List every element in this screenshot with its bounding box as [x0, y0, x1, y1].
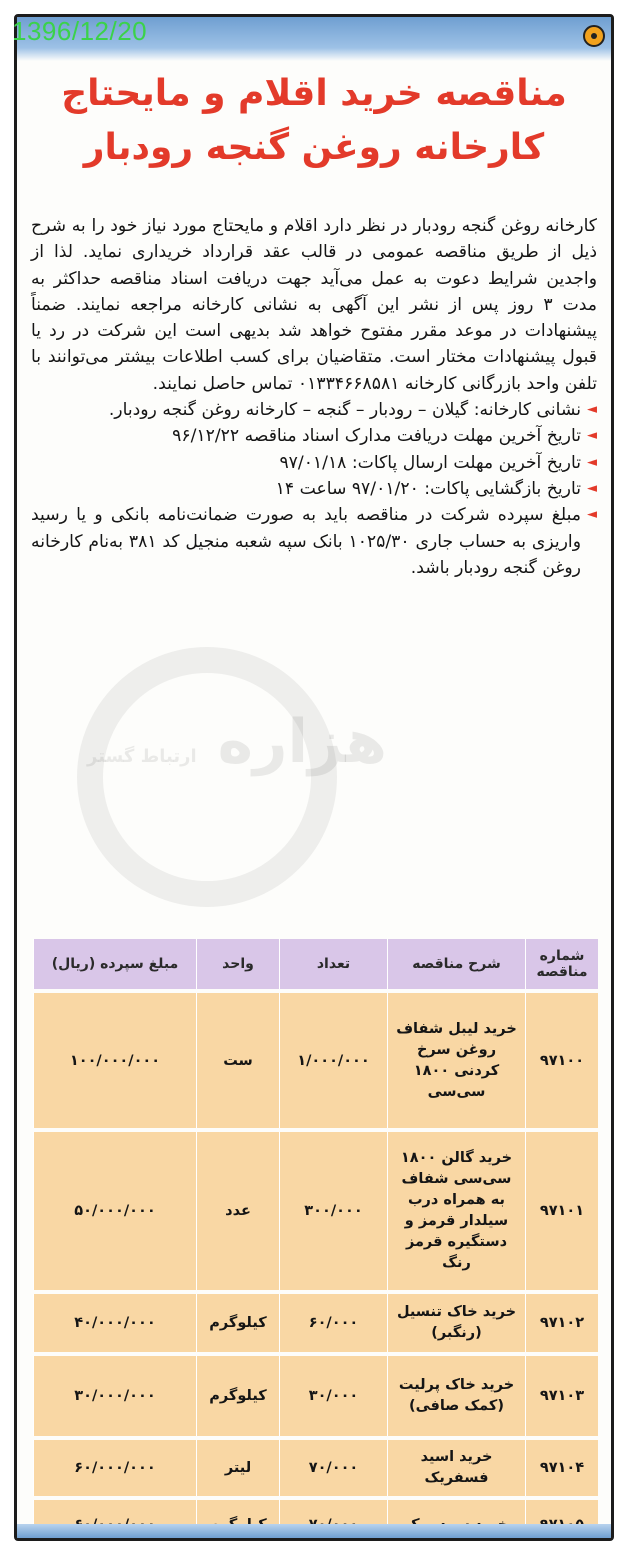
cell-unit: ست — [196, 993, 279, 1128]
tender-table — [33, 935, 598, 1541]
table-row — [33, 1440, 598, 1496]
list-item-docs-deadline: ◄ تاریخ آخرین مهلت دریافت مدارک اسناد مناقصه ۹۶/۱۲/۲۲ — [31, 423, 597, 449]
col-tender-number: شماره مناقصه — [525, 939, 598, 989]
table-row — [33, 1356, 598, 1436]
table-header-row — [33, 939, 598, 989]
cell-quantity: ۶۰/۰۰۰ — [279, 1294, 387, 1352]
col-description: شرح مناقصه — [387, 939, 525, 989]
cell-deposit: ۱۰۰/۰۰۰/۰۰۰ — [33, 993, 196, 1128]
cell-quantity: ۱/۰۰۰/۰۰۰ — [279, 993, 387, 1128]
cell-deposit: ۶۰/۰۰۰/۰۰۰ — [33, 1440, 196, 1496]
list-item-deposit: ◄ مبلغ سپرده شرکت در مناقصه باید به صورت ضمانت‌نامه بانکی و یا رسید واریزی به حساب جاری ۱۰۲۵/۳۰ بانک سپه شعبه منجیل کد ۳۸۱ به‌نام کارخانه روغن گنجه رودبار باشد. — [31, 502, 597, 581]
table-row — [33, 1294, 598, 1352]
col-quantity: تعداد — [279, 939, 387, 989]
col-unit: واحد — [196, 939, 279, 989]
cell-number: ۹۷۱۰۳ — [525, 1356, 598, 1436]
col-deposit: مبلغ سپرده (ریال) — [33, 939, 196, 989]
ad-frame — [14, 14, 614, 1541]
bottom-banner — [17, 1524, 611, 1538]
title-line-1: مناقصه خرید اقلام و مایحتاج — [61, 73, 567, 114]
cell-description: خرید گالن ۱۸۰۰ سی‌سی شفاف به همراه درب سیلدار قرمز و دستگیره قرمز رنگ — [387, 1132, 525, 1290]
cell-description: خرید خاک پرلیت (کمک صافی) — [387, 1356, 525, 1436]
cell-unit: عدد — [196, 1132, 279, 1290]
cell-description: خرید خاک تنسیل (رنگبر) — [387, 1294, 525, 1352]
cell-number: ۹۷۱۰۴ — [525, 1440, 598, 1496]
list-item-opening-date: ◄ تاریخ بازگشایی پاکات: ۹۷/۰۱/۲۰ ساعت ۱۴ — [31, 476, 597, 502]
cell-quantity: ۳۰۰/۰۰۰ — [279, 1132, 387, 1290]
ad-title — [27, 67, 601, 175]
intro-paragraph: کارخانه روغن گنجه رودبار در نظر دارد اقلام و مایحتاج مورد نیاز خود را به شرح ذیل از طریق مناقصه عمومی در قالب عقد قرارداد خریداری نماید. لذا از واجدین شرایط دعوت به عمل می‌آید جهت دریافت اسناد مناقصه حداکثر به مدت ۳ روز پس از نشر این آگهی به نشانی کارخانه مراجعه نمایند. ضمناً پیشنهادات در موعد مقرر مفتوح خواهد شد بدیهی است این شرکت در رد یا قبول پیشنهادات مختار است. متقاضیان برای کسب اطلاعات بیشتر می‌توانند با تلفن واحد بازرگانی کارخانه ۰۱۳۳۴۶۶۸۵۸۱ تماس حاصل نمایند. — [31, 216, 598, 394]
watermark-logo-icon — [77, 647, 337, 907]
info-list — [31, 397, 597, 581]
date-stamp: 1396/12/20 — [12, 16, 148, 46]
cell-deposit: ۵۰/۰۰۰/۰۰۰ — [33, 1132, 196, 1290]
watermark-text: هزاره ارتباط گستر — [87, 707, 388, 777]
bullet-dot-icon — [583, 25, 605, 47]
cell-number: ۹۷۱۰۱ — [525, 1132, 598, 1290]
cell-quantity: ۳۰/۰۰۰ — [279, 1356, 387, 1436]
cell-quantity: ۷۰/۰۰۰ — [279, 1440, 387, 1496]
list-item-submit-deadline: ◄ تاریخ آخرین مهلت ارسال پاکات: ۹۷/۰۱/۱۸ — [31, 450, 597, 476]
cell-unit: لیتر — [196, 1440, 279, 1496]
cell-deposit: ۴۰/۰۰۰/۰۰۰ — [33, 1294, 196, 1352]
cell-unit: کیلوگرم — [196, 1294, 279, 1352]
cell-number: ۹۷۱۰۰ — [525, 993, 598, 1128]
title-line-2: کارخانه روغن گنجه رودبار — [83, 127, 545, 168]
table-row — [33, 993, 598, 1128]
cell-description: خرید اسید فسفریک — [387, 1440, 525, 1496]
cell-deposit: ۳۰/۰۰۰/۰۰۰ — [33, 1356, 196, 1436]
cell-unit: کیلوگرم — [196, 1356, 279, 1436]
ad-body — [31, 213, 597, 581]
table-row — [33, 1132, 598, 1290]
cell-number: ۹۷۱۰۲ — [525, 1294, 598, 1352]
list-item-address: ◄ نشانی کارخانه: گیلان – رودبار – گنجه – کارخانه روغن گنجه رودبار. — [31, 397, 597, 423]
cell-description: خرید لیبل شفاف روغن سرخ کردنی ۱۸۰۰ سی‌سی — [387, 993, 525, 1128]
